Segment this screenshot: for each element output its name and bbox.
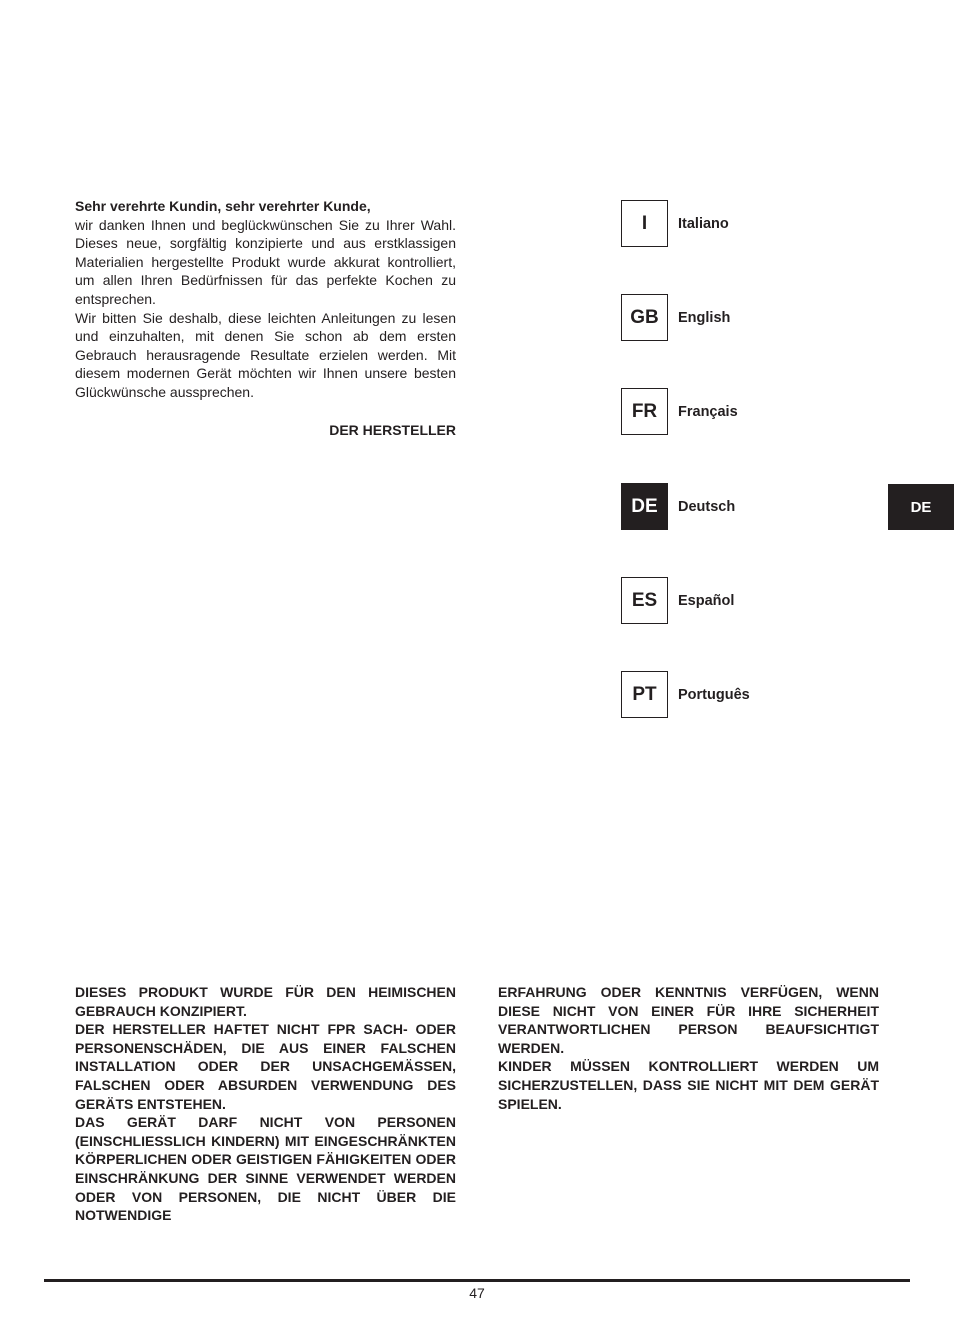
language-name: Español	[678, 592, 735, 609]
intro-paragraph-2: Wir bitten Sie deshalb, diese leichten Anleitungen zu lesen und einzuhalten, mit denen Sie schon ab dem ersten Gebrauch herausragende Resultate erzielen werden. Mit diesem modernen Gerät möchten wir Ihnen unsere besten Glückwünsche aussprechen.	[75, 309, 456, 400]
warning-column-left	[75, 983, 456, 1225]
language-code-box-active: DE	[621, 483, 668, 530]
warning-paragraph: KINDER MÜSSEN KONTROLLIERT WERDEN UM SICHERZUSTELLEN, DASS SIE NICHT MIT DEM GERÄT SPIELEN.	[498, 1058, 879, 1112]
page-number: 47	[469, 1285, 485, 1301]
language-item-de[interactable]	[621, 483, 841, 530]
warning-paragraph: DIESES PRODUKT WURDE FÜR DEN HEIMISCHEN GEBRAUCH KONZIPIERT.	[75, 984, 456, 1019]
language-item-gb[interactable]	[621, 294, 841, 341]
language-name: English	[678, 309, 731, 326]
language-name: Français	[678, 403, 738, 420]
intro-paragraph-1: wir danken Ihnen und beglückwünschen Sie zu Ihrer Wahl. Dieses neue, sorgfältig konzipierte und aus erstklassigen Materialien hergestellte Produkt wurde akkurat kontrolliert, um allen Ihren Bedürfnissen für das perfekte Kochen zu entsprechen.	[75, 216, 456, 307]
language-code-box: FR	[621, 388, 668, 435]
warning-paragraph: DAS GERÄT DARF NICHT VON PERSONEN (EINSCHLIESSLICH KINDERN) MIT EINGESCHRÄNKTEN KÖRPERLICHEN ODER GEISTIGEN FÄHIGKEITEN ODER EINSCHRÄNKUNG DER SINNE VERWENDET WERDEN ODER VON PERSONEN, DIE NICHT ÜBER DIE NOTWENDIGE	[75, 1114, 456, 1224]
warning-paragraph: ERFAHRUNG ODER KENNTNIS VERFÜGEN, WENN DIESE NICHT VON EINER FÜR IHRE SICHERHEIT VERANTWORTLICHEN PERSON BEAUFSICHTIGT WERDEN.	[498, 984, 879, 1056]
warning-column-right	[498, 983, 879, 1113]
language-name: Deutsch	[678, 498, 736, 515]
signature: DER HERSTELLER	[329, 421, 456, 438]
language-code-box: GB	[621, 294, 668, 341]
footer-divider	[44, 1279, 910, 1282]
language-item-fr[interactable]	[621, 388, 841, 435]
language-item-pt[interactable]	[621, 671, 841, 718]
language-item-it[interactable]	[621, 200, 841, 247]
language-item-es[interactable]	[621, 577, 841, 624]
language-code-box: I	[621, 200, 668, 247]
intro-section	[75, 197, 456, 439]
language-code-box: ES	[621, 577, 668, 624]
section-tab-de: DE	[888, 484, 954, 530]
language-name: Italiano	[678, 215, 729, 232]
language-name: Português	[678, 686, 750, 703]
greeting: Sehr verehrte Kundin, sehr verehrter Kunde,	[75, 198, 371, 214]
language-code-box: PT	[621, 671, 668, 718]
warning-paragraph: DER HERSTELLER HAFTET NICHT FPR SACH- ODER PERSONENSCHÄDEN, DIE AUS EINER FALSCHEN INSTALLATION ODER DER UNSACHGEMÄSSEN, FALSCHEN ODER ABSURDEN VERWENDUNG DES GERÄTS ENTSTEHEN.	[75, 1021, 456, 1112]
